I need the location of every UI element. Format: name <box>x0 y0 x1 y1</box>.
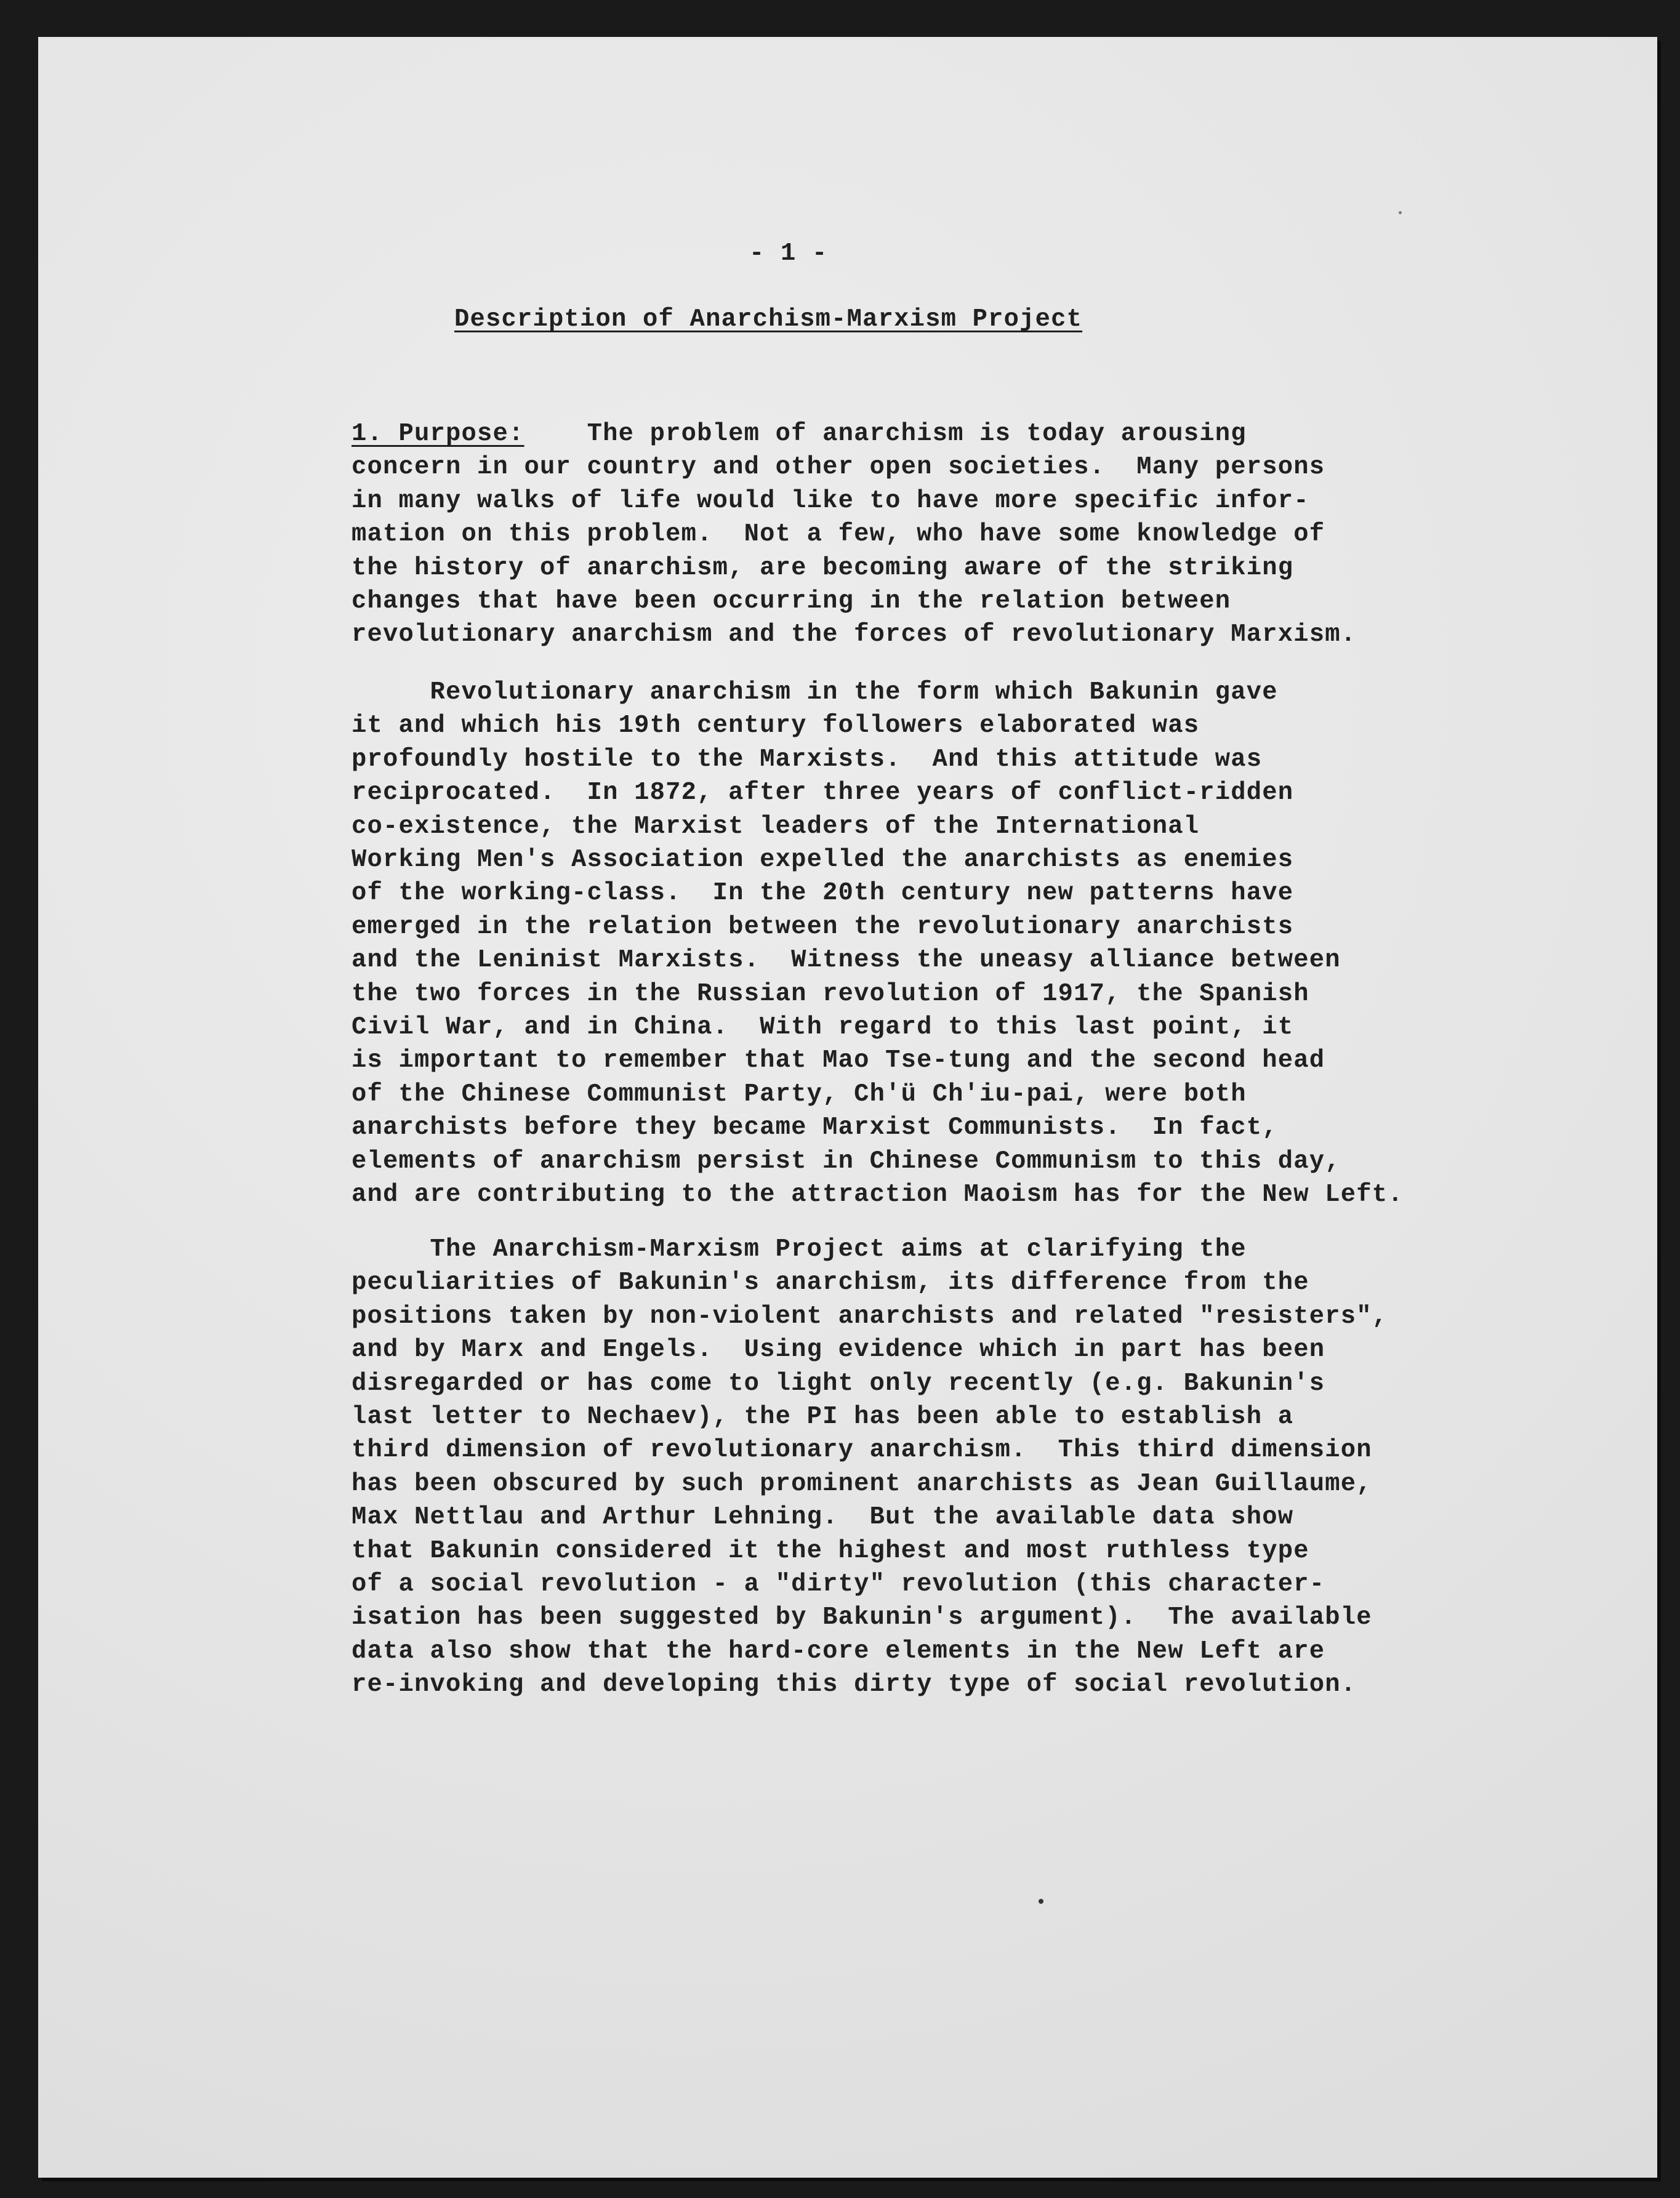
text-line: profoundly hostile to the Marxists. And this attitude was <box>352 745 1263 774</box>
text-line: revolutionary anarchism and the forces of revolutionary Marxism. <box>352 620 1357 649</box>
text-line: and are contributing to the attraction Maoism has for the New Left. <box>352 1181 1404 1209</box>
section-label: 1. Purpose: <box>352 420 524 448</box>
text-line: the two forces in the Russian revolution of 1917, the Spanish <box>352 979 1309 1008</box>
purpose-section <box>352 417 1356 652</box>
text-line: emerged in the relation between the revolutionary anarchists <box>352 912 1294 941</box>
text-line: Civil War, and in China. With regard to this last point, it <box>352 1013 1294 1042</box>
ink-speck <box>1399 211 1402 214</box>
text-line: that Bakunin considered it the highest and most ruthless type <box>352 1536 1309 1565</box>
text-line: disregarded or has come to light only recently (e.g. Bakunin's <box>352 1369 1325 1398</box>
text-line: The problem of anarchism is today arousing <box>524 420 1247 448</box>
text-line: the history of anarchism, are becoming aware of the striking <box>352 553 1294 582</box>
text-line: positions taken by non-violent anarchists and related "resisters", <box>352 1302 1388 1331</box>
text-line: The Anarchism-Marxism Project aims at clarifying the <box>352 1235 1247 1264</box>
document-page <box>38 37 1657 2178</box>
text-line: isation has been suggested by Bakunin's argument). The available <box>352 1603 1372 1632</box>
ink-speck <box>1039 1899 1043 1904</box>
text-line: has been obscured by such prominent anarchists as Jean Guillaume, <box>352 1469 1372 1498</box>
text-line: last letter to Nechaev), the PI has been able to establish a <box>352 1403 1294 1432</box>
text-line: concern in our country and other open societies. Many persons <box>352 453 1325 482</box>
text-line: it and which his 19th century followers elaborated was <box>352 712 1200 740</box>
text-line: re-invoking and developing this dirty type of social revolution. <box>352 1671 1357 1699</box>
document-title: Description of Anarchism-Marxism Project <box>454 305 1083 334</box>
text-line: elements of anarchism persist in Chinese Communism to this day, <box>352 1147 1341 1176</box>
text-line: and by Marx and Engels. Using evidence which in part has been <box>352 1336 1325 1365</box>
text-line: is important to remember that Mao Tse-tung and the second head <box>352 1046 1325 1075</box>
text-line: co-existence, the Marxist leaders of the International <box>352 812 1200 841</box>
text-line: data also show that the hard-core elements in the New Left are <box>352 1637 1325 1666</box>
text-line: Max Nettlau and Arthur Lehning. But the available data show <box>352 1503 1294 1532</box>
text-line: Revolutionary anarchism in the form which Bakunin gave <box>352 678 1278 707</box>
text-line: third dimension of revolutionary anarchism. This third dimension <box>352 1436 1372 1465</box>
text-line: anarchists before they became Marxist Communists. In fact, <box>352 1113 1278 1142</box>
paragraph-history <box>352 676 1404 1212</box>
text-line: peculiarities of Bakunin's anarchism, its difference from the <box>352 1269 1309 1298</box>
text-line: of the working-class. In the 20th century new patterns have <box>352 879 1294 908</box>
text-line: changes that have been occurring in the relation between <box>352 587 1231 616</box>
text-line: in many walks of life would like to have more specific infor- <box>352 486 1309 515</box>
text-line: and the Leninist Marxists. Witness the uneasy alliance between <box>352 946 1341 975</box>
text-line: mation on this problem. Not a few, who have some knowledge of <box>352 520 1325 549</box>
text-line: of the Chinese Communist Party, Ch'ü Ch'iu-pai, were both <box>352 1080 1247 1109</box>
text-line: reciprocated. In 1872, after three years of conflict-ridden <box>352 779 1294 808</box>
paragraph-project-aims <box>352 1233 1388 1702</box>
text-line: Working Men's Association expelled the anarchists as enemies <box>352 846 1294 875</box>
text-line: of a social revolution - a "dirty" revolution (this character- <box>352 1570 1325 1599</box>
page-number: - 1 - <box>749 239 828 268</box>
